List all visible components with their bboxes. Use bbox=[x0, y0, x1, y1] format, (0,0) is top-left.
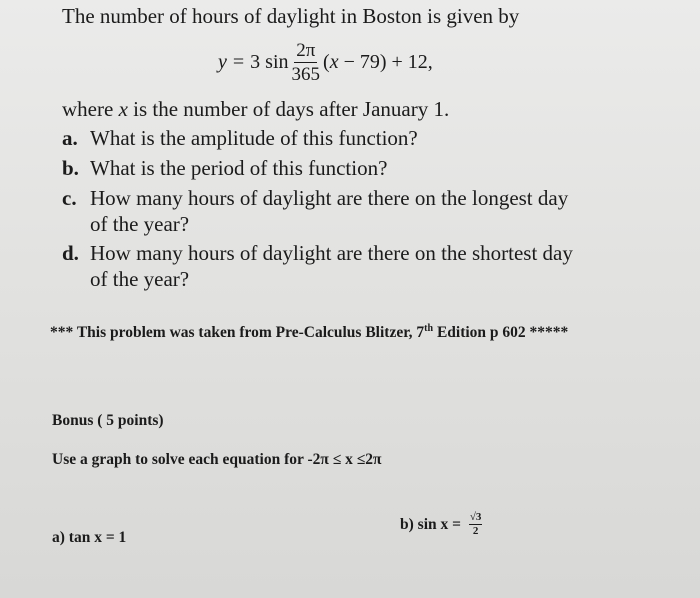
bonus-title: Bonus ( 5 points) bbox=[52, 412, 164, 429]
eq-paren-open: ( bbox=[323, 50, 330, 73]
question-b bbox=[62, 156, 387, 181]
where-clause bbox=[62, 97, 449, 122]
source-prefix: *** This problem was taken from Pre-Calculus Blitzer, 7 bbox=[50, 324, 425, 342]
question-text: How many hours of daylight are there on the shortest day bbox=[90, 241, 573, 265]
question-label: d. bbox=[62, 241, 79, 265]
question-a bbox=[62, 126, 418, 151]
bonus-part-a: a) tan x = 1 bbox=[52, 529, 127, 546]
question-c bbox=[62, 186, 568, 211]
source-suffix: Edition p 602 ***** bbox=[433, 324, 569, 342]
where-prefix: where bbox=[62, 97, 119, 121]
question-text: What is the amplitude of this function? bbox=[90, 126, 418, 150]
eq-fraction bbox=[292, 41, 321, 84]
eq-coefficient: 3 sin bbox=[250, 50, 289, 73]
question-d bbox=[62, 241, 573, 266]
question-d-continued: of the year? bbox=[90, 267, 190, 291]
daylight-equation bbox=[218, 38, 433, 86]
question-c-continued: of the year? bbox=[90, 212, 190, 236]
where-var: x bbox=[118, 97, 128, 121]
eq-shift: − 79) bbox=[338, 50, 387, 73]
eq-frac-denominator: 365 bbox=[291, 63, 321, 85]
part-b-prefix: b) sin x = bbox=[400, 515, 465, 533]
part-b-numerator: √3 bbox=[469, 511, 482, 523]
eq-equals: = bbox=[232, 50, 245, 73]
source-note bbox=[50, 323, 568, 342]
eq-lhs: y bbox=[218, 50, 227, 73]
eq-frac-numerator: 2π bbox=[296, 39, 316, 61]
eq-tail: + 12, bbox=[386, 50, 433, 73]
where-suffix: is the number of days after January 1. bbox=[127, 97, 450, 121]
part-b-denominator: 2 bbox=[472, 525, 479, 537]
question-label: b. bbox=[62, 156, 79, 180]
bonus-part-b bbox=[400, 512, 482, 537]
problem-intro: The number of hours of daylight in Boston is given by bbox=[62, 4, 520, 28]
question-label: a. bbox=[62, 126, 78, 150]
part-b-fraction bbox=[469, 512, 483, 537]
eq-var-x: x bbox=[329, 50, 339, 73]
question-text: What is the period of this function? bbox=[90, 156, 388, 180]
question-label: c. bbox=[62, 186, 77, 210]
bonus-instruction: Use a graph to solve each equation for -2π ≤ x ≤2π bbox=[52, 451, 382, 468]
source-sup: th bbox=[424, 323, 434, 334]
question-text: How many hours of daylight are there on the longest day bbox=[90, 186, 569, 210]
